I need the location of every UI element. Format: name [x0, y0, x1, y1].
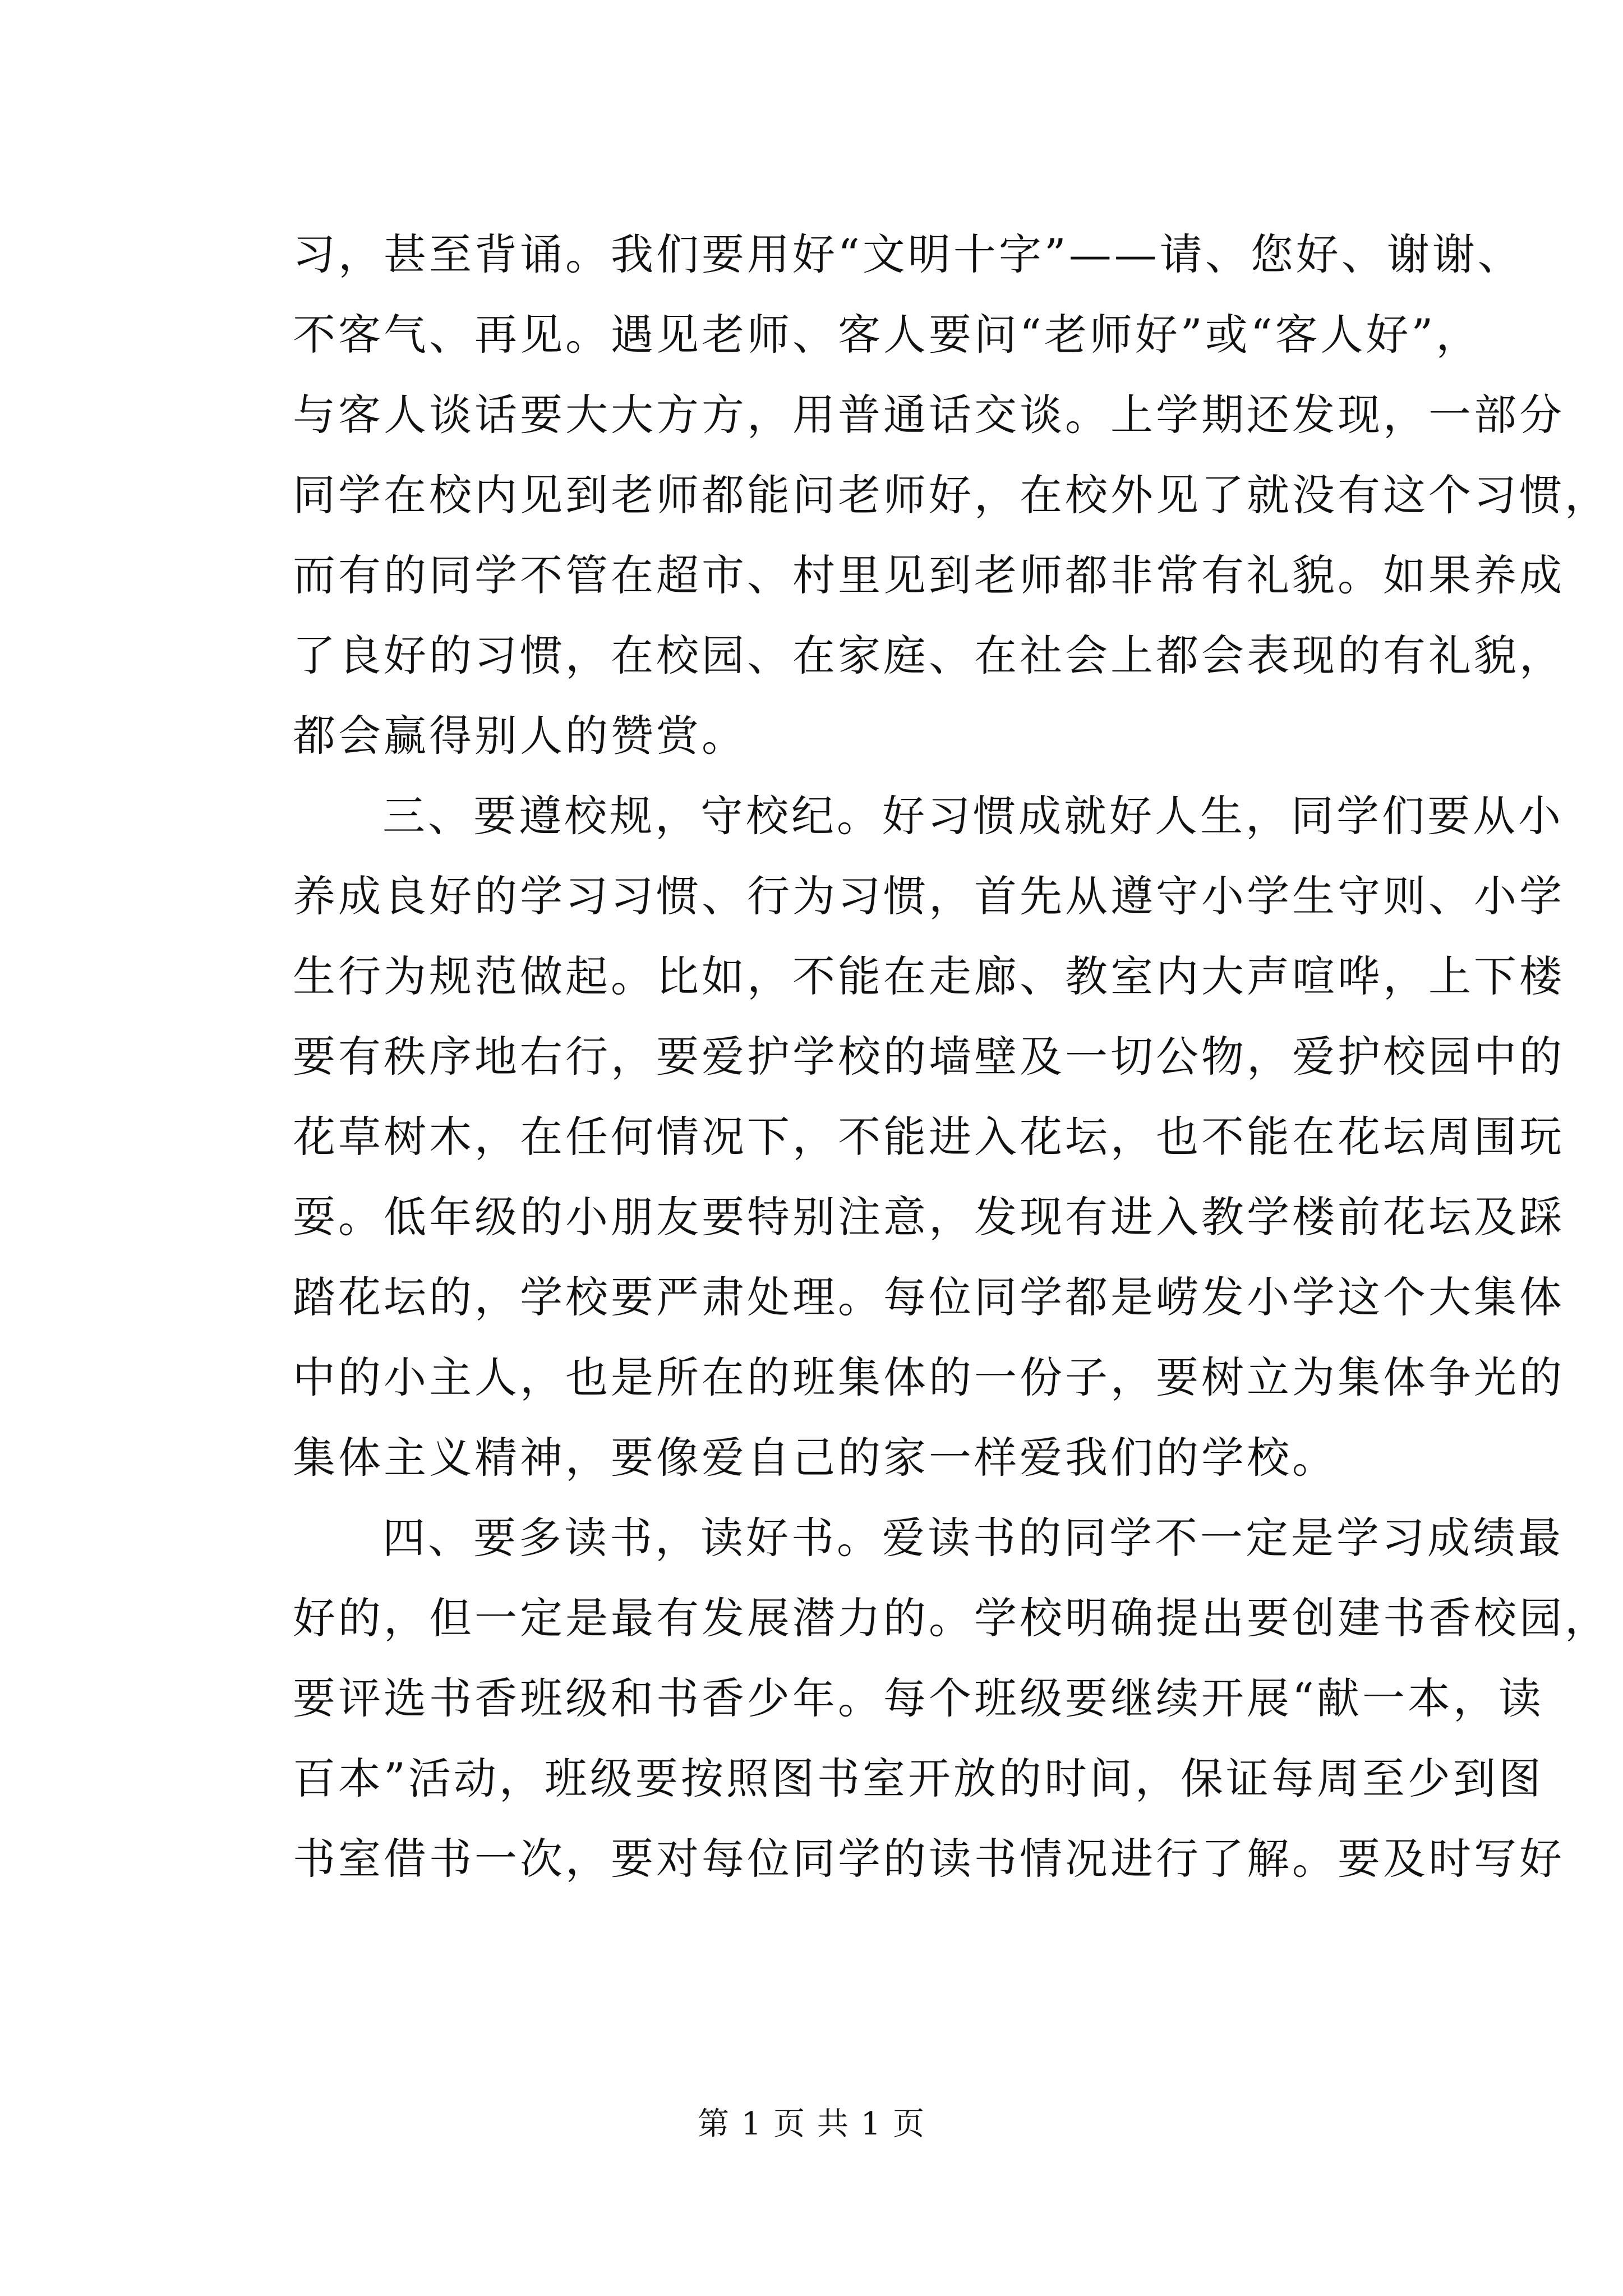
text-line: 踏花坛的，学校要严肃处理。每位同学都是崂发小学这个大集体	[293, 1272, 1565, 1322]
text-line: 同学在校内见到老师都能问老师好，在校外见了就没有这个习惯，	[293, 470, 1610, 520]
text-line: 生行为规范做起。比如，不能在走廊、教室内大声喧哗，上下楼	[293, 951, 1565, 1001]
text-line: 养成良好的学习习惯、行为习惯，首先从遵守小学生守则、小学	[293, 871, 1565, 921]
text-line: 好的，但一定是最有发展潜力的。学校明确提出要创建书香校园，	[293, 1593, 1610, 1643]
text-line: 耍。低年级的小朋友要特别注意，发现有进入教学楼前花坛及踩	[293, 1192, 1565, 1242]
paragraph-start-line: 四、要多读书，读好书。爱读书的同学不一定是学习成绩最	[382, 1513, 1564, 1563]
page-footer: 第 1 页 共 1 页	[697, 2106, 926, 2142]
text-line: 习，甚至背诵。我们要用好“文明十字”——请、您好、谢谢、	[293, 229, 1523, 279]
text-line: 都会赢得别人的赞赏。	[293, 711, 747, 761]
text-line: 百本”活动，班级要按照图书室开放的时间，保证每周至少到图	[293, 1754, 1544, 1803]
text-line: 而有的同学不管在超市、村里见到老师都非常有礼貌。如果养成	[293, 550, 1565, 600]
text-line: 集体主义精神，要像爱自己的家一样爱我们的学校。	[293, 1433, 1338, 1483]
text-line: 不客气、再见。遇见老师、客人要问“老师好”或“客人好”，	[293, 310, 1482, 360]
document-body	[293, 214, 1610, 1899]
text-line: 书室借书一次，要对每位同学的读书情况进行了解。要及时写好	[293, 1834, 1565, 1884]
text-line: 与客人谈话要大大方方，用普通话交谈。上学期还发现，一部分	[293, 390, 1565, 440]
text-line: 花草树木，在任何情况下，不能进入花坛，也不能在花坛周围玩	[293, 1112, 1565, 1162]
text-line: 要有秩序地右行，要爱护学校的墙壁及一切公物，爱护校园中的	[293, 1032, 1565, 1082]
text-line: 中的小主人，也是所在的班集体的一份子，要树立为集体争光的	[293, 1352, 1565, 1402]
text-line: 了良好的习惯，在校园、在家庭、在社会上都会表现的有礼貌，	[293, 631, 1565, 680]
text-line: 要评选书香班级和书香少年。每个班级要继续开展“献一本，读	[293, 1673, 1544, 1723]
paragraph-start-line: 三、要遵校规，守校纪。好习惯成就好人生，同学们要从小	[382, 791, 1564, 841]
